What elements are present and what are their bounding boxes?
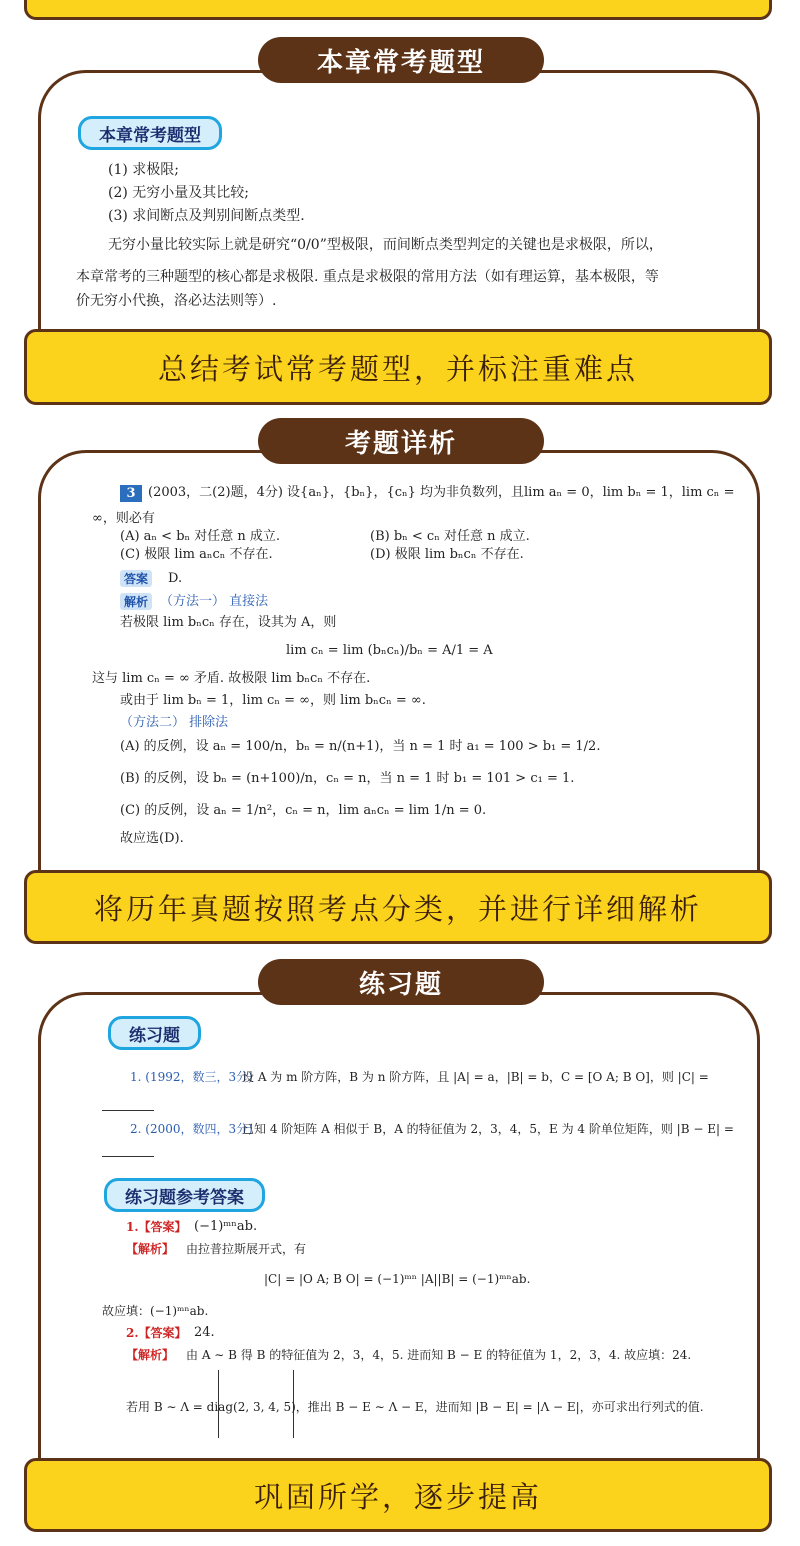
analysis-label: 解析	[120, 593, 152, 610]
section-3-banner: 巩固所学，逐步提高	[24, 1458, 772, 1532]
s2-method-2: （方法二） 排除法	[120, 715, 229, 730]
answer-2-value: 24.	[194, 1325, 215, 1340]
section-2-title-pill: 考题详析	[258, 418, 544, 464]
s1-line-4: 无穷小量比较实际上就是研究“0/0”型极限，而间断点类型判定的关键也是求极限，所以，	[108, 237, 663, 253]
section-1-banner: 总结考试常考题型，并标注重难点	[24, 329, 772, 405]
exercise-2-text: 已知 4 阶矩阵 A 相似于 B，A 的特征值为 2，3，4，5，E 为 4 阶单位矩阵，则 |B − E| =	[242, 1122, 734, 1136]
analysis-2-text: 由 A ∼ B 得 B 的特征值为 2，3，4，5. 进而知 B − E 的特征值为 1，2，3，4. 故应填：24.	[186, 1348, 692, 1362]
s2-line-12: 或由于 lim bₙ = 1，lim cₙ = ∞，则 lim bₙcₙ = ∞.	[120, 693, 426, 708]
s2-option-d: (D) 极限 lim bₙcₙ 不存在.	[370, 547, 524, 562]
s2-counter-c: (C) 的反例，设 aₙ = 1/n²，cₙ = n，lim aₙcₙ = lim 1/n = 0.	[120, 803, 487, 818]
s2-line-9: 若极限 lim bₙcₙ 存在，设其为 A，则	[120, 615, 337, 630]
exercise-1-blank	[102, 1110, 154, 1111]
exercise-1-source: 1. (1992，数三，3分)	[130, 1070, 253, 1084]
s2-method-1: （方法一） 直接法	[160, 594, 269, 609]
answers-sub-title: 练习题参考答案	[104, 1178, 265, 1212]
section-1-sub-title: 本章常考题型	[78, 116, 222, 150]
s1-line-3: (3) 求间断点及判别间断点类型.	[108, 208, 305, 224]
analysis-1-intro: 由拉普拉斯展开式，有	[186, 1242, 307, 1256]
problem-number-box: 3	[120, 485, 142, 502]
s2-option-b: (B) bₙ < cₙ 对任意 n 成立.	[370, 529, 530, 544]
s2-option-a: (A) aₙ < bₙ 对任意 n 成立.	[120, 529, 281, 544]
answer-2-label: 2.【答案】	[126, 1326, 187, 1340]
section-3-sub-title: 练习题	[108, 1016, 201, 1050]
s2-line-2: ∞，则必有	[92, 511, 155, 526]
analysis-1-formula: |C| = |O A; B O| = (−1)ᵐⁿ |A||B| = (−1)ᵐⁿab.	[264, 1272, 531, 1286]
s2-conclusion: 故应选(D).	[120, 831, 184, 846]
analysis-2-label: 【解析】	[126, 1348, 175, 1362]
s2-counter-b: (B) 的反例，设 bₙ = (n+100)/n，cₙ = n，当 n = 1 时 b₁ = 101 > c₁ = 1.	[120, 771, 575, 786]
section-3-title-pill: 练习题	[258, 959, 544, 1005]
exercise-1-text: 设 A 为 m 阶方阵，B 为 n 阶方阵，且 |A| = a，|B| = b，C = [O A; B O]，则 |C| =	[242, 1070, 709, 1084]
answer-1-value: (−1)ᵐⁿab.	[194, 1219, 258, 1234]
s1-line-6: 价无穷小代换，洛必达法则等）.	[76, 293, 277, 309]
s1-line-1: (1) 求极限;	[108, 162, 179, 178]
exercise-2-source: 2. (2000，数四，3分)	[130, 1122, 253, 1136]
answer-label: 答案	[120, 570, 152, 587]
section-1-title-pill: 本章常考题型	[258, 37, 544, 83]
section-2-banner: 将历年真题按照考点分类，并进行详细解析	[24, 870, 772, 944]
s2-line-11: 这与 lim cₙ = ∞ 矛盾. 故极限 lim bₙcₙ 不存在.	[92, 671, 371, 686]
top-banner-partial	[24, 0, 772, 20]
s2-formula: lim cₙ = lim (bₙcₙ)/bₙ = A/1 = A	[286, 643, 493, 658]
exercise-2-blank	[102, 1156, 154, 1157]
answer-1-label: 1.【答案】	[126, 1220, 187, 1234]
analysis-1-label: 【解析】	[126, 1242, 175, 1256]
s1-line-5: 本章常考的三种题型的核心都是求极限. 重点是求极限的常用方法（如有理运算，基本极限，等	[76, 269, 659, 285]
s2-answer: D.	[168, 571, 183, 586]
s2-counter-a: (A) 的反例，设 aₙ = 100/n，bₙ = n/(n+1)，当 n = 1 时 a₁ = 100 > b₁ = 1/2.	[120, 739, 601, 754]
s2-line-1: (2003，二(2)题，4分) 设{aₙ}，{bₙ}，{cₙ} 均为非负数列，且lim aₙ = 0，lim bₙ = 1，lim cₙ =	[148, 485, 735, 500]
analysis-2-alt: 若用 B ∼ Λ = diag(2, 3, 4, 5)，推出 B − E ∼ Λ − E，进而知 |B − E| = |Λ − E|，亦可求出行列式的值.	[126, 1400, 704, 1414]
s1-line-2: (2) 无穷小量及其比较;	[108, 185, 249, 201]
s2-option-c: (C) 极限 lim aₙcₙ 不存在.	[120, 547, 273, 562]
analysis-1-conclusion: 故应填：(−1)ᵐⁿab.	[102, 1304, 209, 1318]
